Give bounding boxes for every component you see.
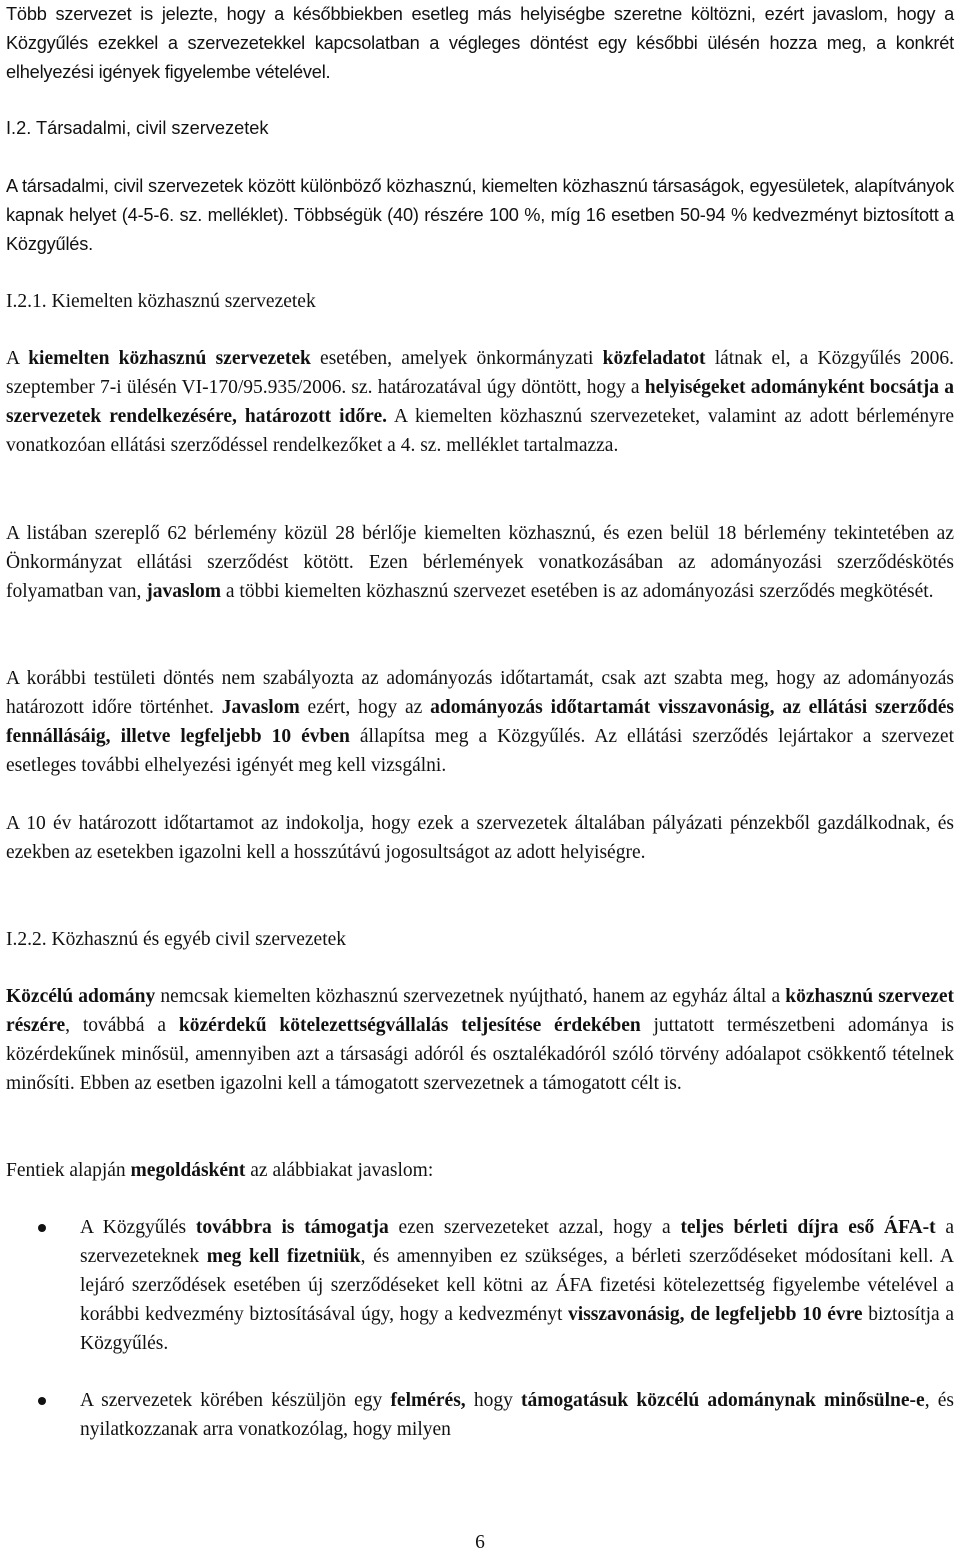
section-heading-1-2-1: I.2.1. Kiemelten közhasznú szervezetek [6,291,316,312]
civil-organizations-paragraph: A társadalmi, civil szervezetek között különböző közhasznú, kiemelten közhasznú társaságok, egyesületek, alapítványok kapnak helyet (4-5-6. sz. melléklet). Többségük (40) részére 100 %, míg 16 esetben 50-94 % kedvezményt biztosított a Közgyűlés. [6,176,954,254]
fentiek-paragraph: Fentiek alapján megoldásként az alábbiakat javaslom: [6,1160,434,1181]
kiemelt-paragraph: A kiemelten közhasznú szervezetek esetében, amelyek önkormányzati közfeladatot látnak el, a Közgyűlés 2006. szeptember 7-i ülésén VI-170/95.935/2006. sz. határozatával úgy döntött, hogy a helyiségeket adományként bocsátja a szervezetek rendelkezésére, határozott időre. A kiemelten közhasznú szervezeteket, valamint az adott bérleményre vonatkozóan ellátási szerződéssel rendelkezőket a 4. sz. melléklet tartalmazza. [6,348,954,456]
lista-paragraph: A listában szereplő 62 bérlemény közül 28 bérlője kiemelten közhasznú, és ezen belül 18 bérlemény tekintetében az Önkormányzat ellátási szerződést kötött. Ezen bérlemények vonatkozásában az adományozási szerződéskötés folyamatban van, javaslom a többi kiemelten közhasznú szervezet esetében is az adományozási szerződés megkötését. [6,523,954,602]
list-item: A szervezetek körében készüljön egy felmérés, hogy támogatásuk közcélú adománynak minősülne-e, és nyilatkozzanak arra vonatkozólag, hogy milyen [0,1386,954,1444]
tiz-ev-paragraph: A 10 év határozott időtartamot az indokolja, hogy ezek a szervezetek általában pályázati pénzekből gazdálkodnak, és ezekben az esetekben igazolni kell a hosszútávú jogosultságot az adott helyiségre. [6,813,954,863]
list-item: A Közgyűlés továbbra is támogatja ezen szervezeteket azzal, hogy a teljes bérleti díjra eső ÁFA-t a szervezeteknek meg kell fizetniük, és amennyiben ez szükséges, a bérleti szerződéseket módosítani kell. A lejáró szerződések esetében új szerződéseket kell kötni az ÁFA fizetési kötelezettség figyelembe vételével a korábbi kedvezmény biztosításával úgy, hogy a kedvezményt visszavonásig, de legfeljebb 10 évre biztosítja a Közgyűlés. [0,1213,954,1358]
page-number: 6 [475,1532,485,1553]
intro-paragraph: Több szervezet is jelezte, hogy a későbbiekben esetleg más helyiségbe szeretne költözni, ezért javaslom, hogy a Közgyűlés ezekkel a szervezetekkel kapcsolatban a végleges döntést egy későbbi ülésén hozza meg, a konkrét elhelyezési igények figyelembe vételével. [6,4,954,82]
kozcelu-adomany-paragraph: Közcélú adomány nemcsak kiemelten közhasznú szervezetnek nyújtható, hanem az egyház által a közhasznú szervezet részére, továbbá a közérdekű kötelezettségvállalás teljesítése érdekében juttatott természetbeni adománya is közérdekűnek minősül, amennyiben azt a társasági adóról és osztalékadóról szóló törvény adóalapot csökkentő tételnek minősíti. Ebben az esetben igazolni kell a támogatott szervezetnek a támogatott célt is. [6,986,954,1094]
bullet-icon [38,1224,46,1232]
proposal-list [0,1213,954,1444]
bullet-icon [38,1397,46,1405]
korabbi-dontes-paragraph: A korábbi testületi döntés nem szabályozta az adományozás időtartamát, csak azt szabta meg, hogy az adományozás határozott időre történhet. Javaslom ezért, hogy az adományozás időtartamát visszavonásig, az ellátási szerződés fennállásáig, illetve legfeljebb 10 évben állapítsa meg a Közgyűlés. Az ellátási szerződés lejártakor a szervezet esetleges további elhelyezési igényét meg kell vizsgálni. [6,668,954,776]
section-heading-1-2-2: I.2.2. Közhasznú és egyéb civil szervezetek [6,929,347,950]
section-heading-1-2: I.2. Társadalmi, civil szervezetek [6,118,269,138]
